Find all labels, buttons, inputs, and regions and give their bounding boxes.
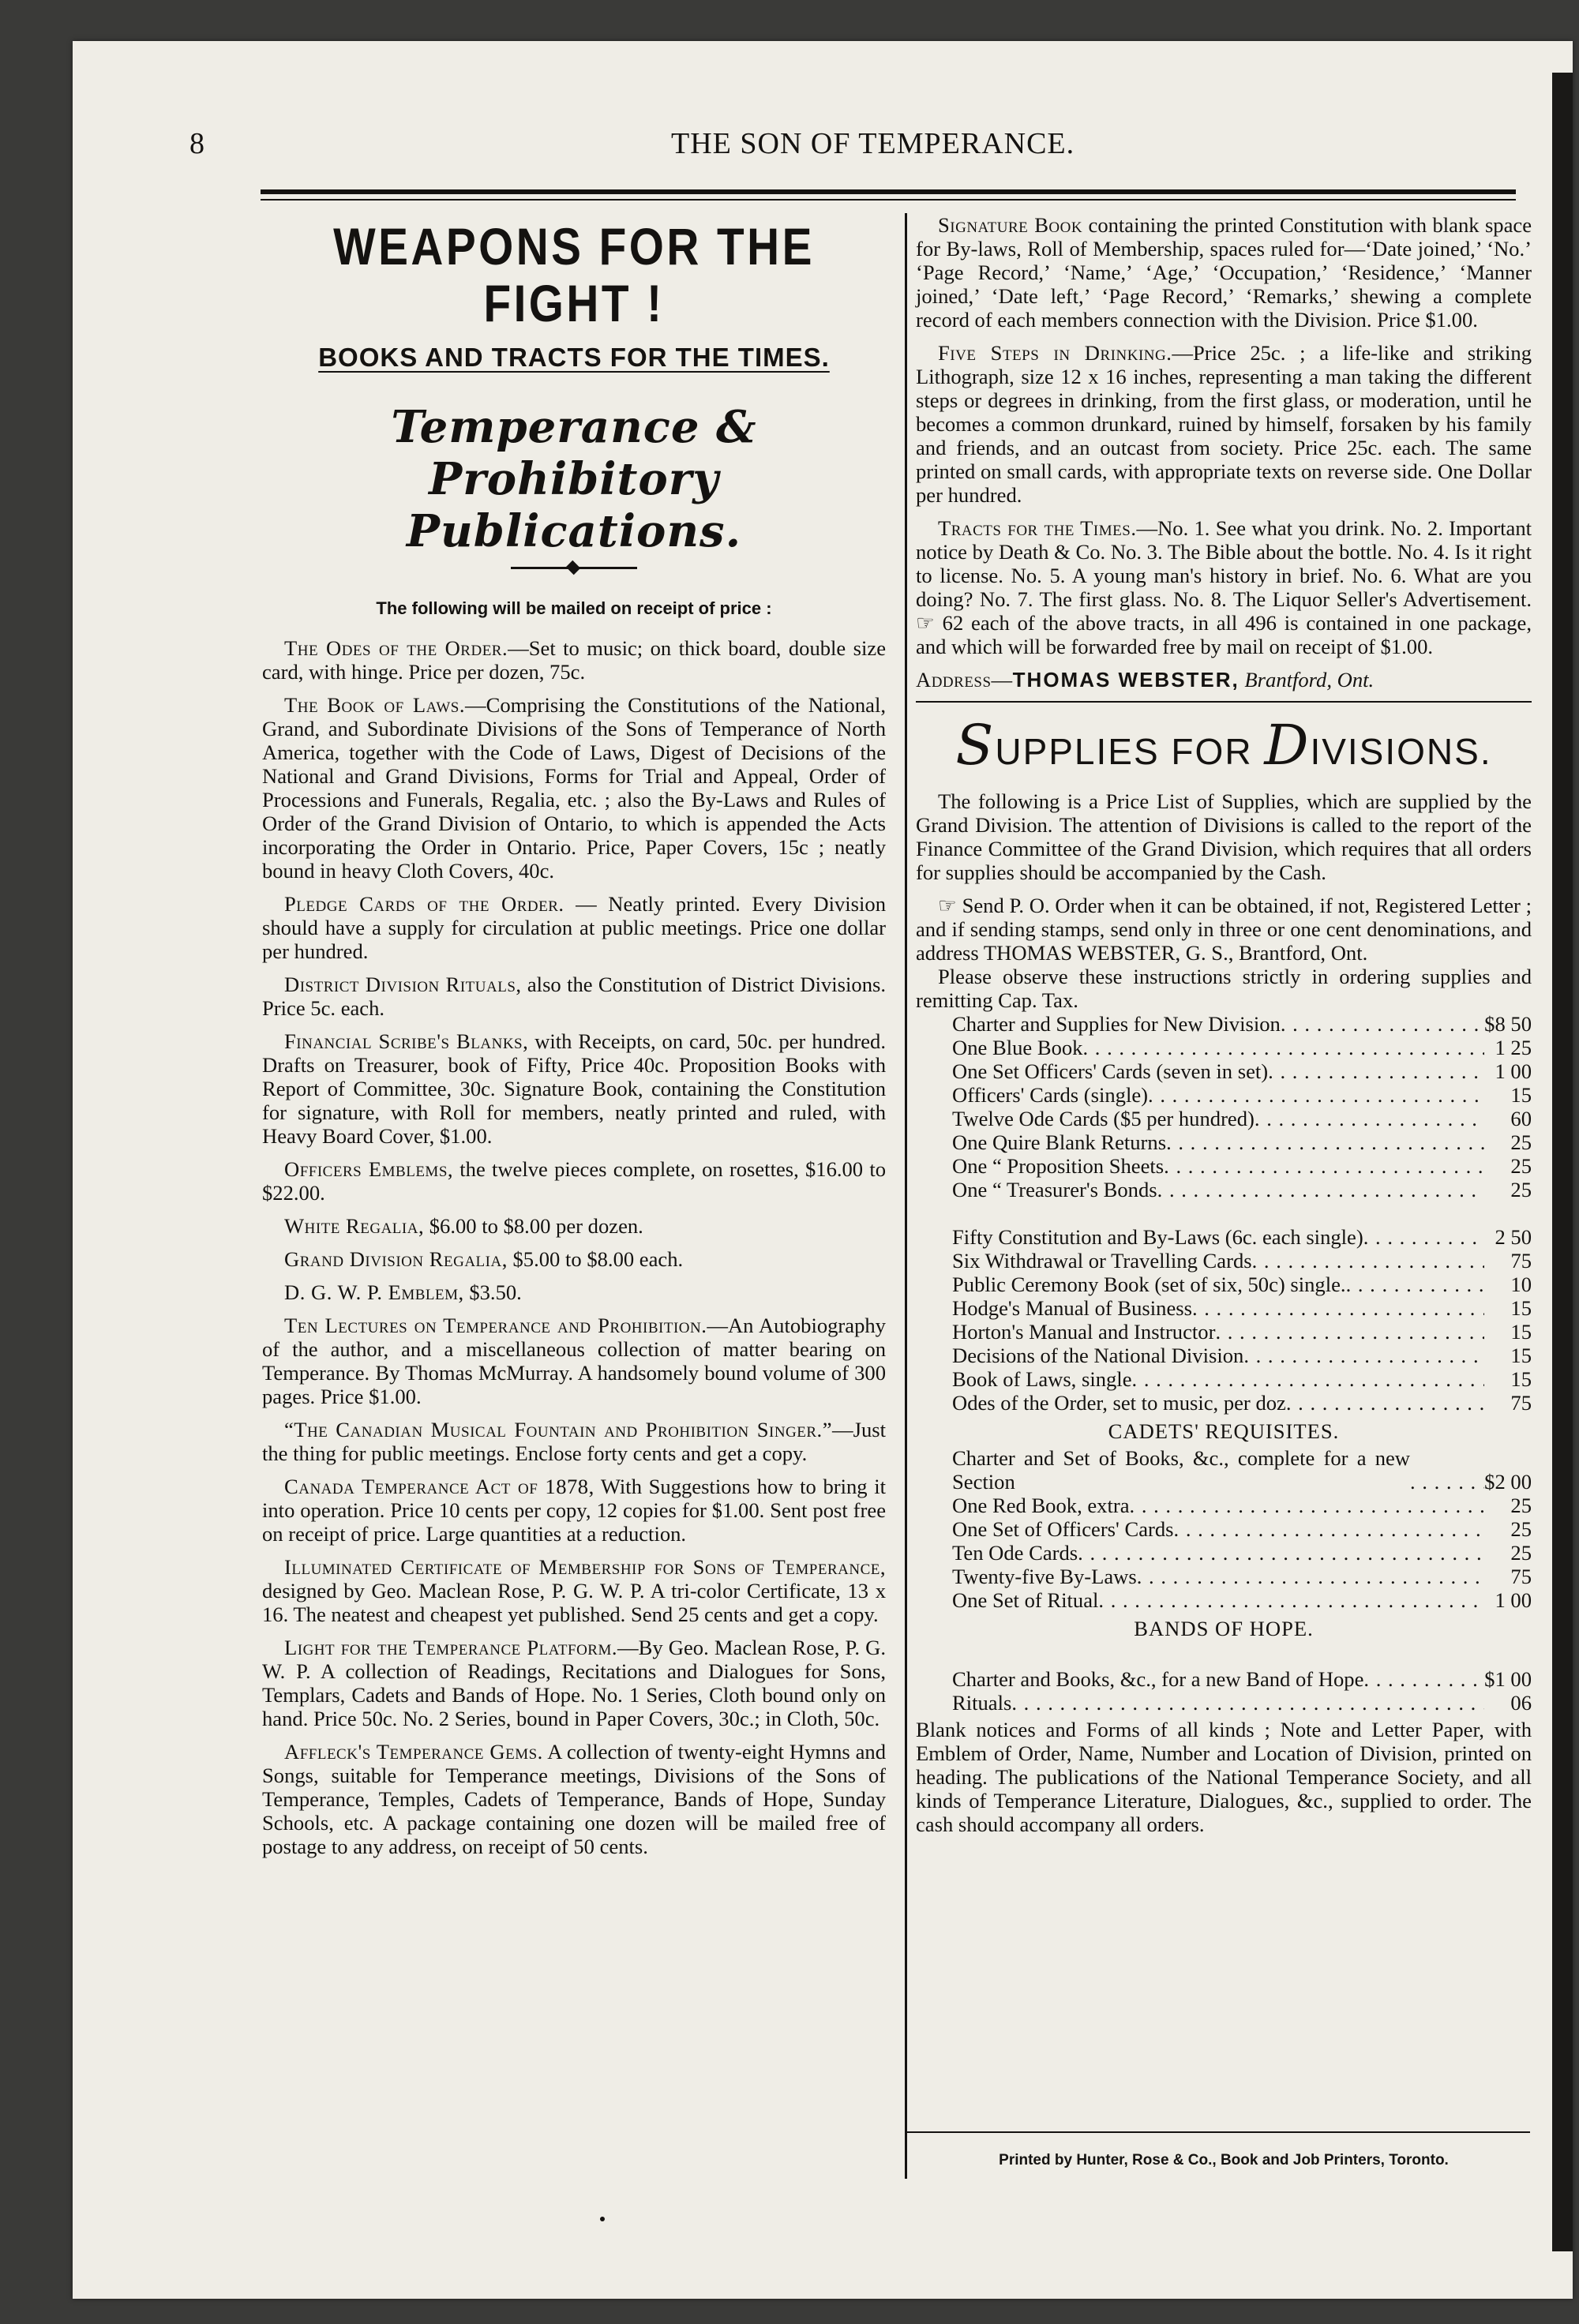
page-number: 8 (189, 127, 204, 160)
mail-notice: The following will be mailed on receipt of price : (376, 598, 772, 618)
price-row: Officers' Cards (single) . . . 15 (916, 1083, 1532, 1107)
price-row: Fifty Constitution and By-Laws (6c. each single) . . . 2 50 (916, 1201, 1532, 1249)
section-rule (916, 701, 1532, 703)
price-row: Public Ceremony Book (set of six, 50c) single. . . . 10 (916, 1273, 1532, 1296)
entry-light-platform: Light for the Temperance Platform.—By Geo. Maclean Rose, P. G. W. P. A collection of Readings, Recitations and Dialogues for Sons, Templars, Cadets and Bands of Hope. No. 1 Series, Cloth bound only on hand. Price 50c. No. 2 Series, bound in Paper Covers, 30c.; in Cloth, 50c. (262, 1636, 886, 1730)
entry-dgwp-emblem: D. G. W. P. Emblem, $3.50. (284, 1280, 522, 1304)
entry-tracts: Tracts for the Times.—No. 1. See what you drink. No. 2. Important notice by Death & Co. No. 3. The Bible about the bottle. No. 4. Is it right to license. No. 5. A young man's history in brief. No. 6. What are you doing? No. 7. The first glass. No. 8. The Liquor Seller's Advertisement. ☞ 62 each of the above tracts, in all 496 is contained in one package, and which will be forwarded free by mail on receipt of $1.00. (916, 516, 1532, 658)
subheadline: BOOKS AND TRACTS FOR THE TIMES. (318, 343, 830, 372)
ornament-divider (511, 565, 637, 570)
price-row: Six Withdrawal or Travelling Cards . . . 75 (916, 1249, 1532, 1273)
entry-odes: The Odes of the Order.—Set to music; on thick board, double size card, with hinge. Price per dozen, 75c. (262, 636, 887, 684)
supplies-intro: The following is a Price List of Supplies, which are supplied by the Grand Division. The attention of Divisions is called to the report of the Finance Committee of the Grand Division, which requires that all orders for supplies should be accompanied by the Cash. (916, 789, 1532, 884)
price-row: Hodge's Manual of Business . . . 15 (916, 1296, 1532, 1320)
entry-officers-emblems: Officers Emblems, the twelve pieces complete, on rosettes, $16.00 to $22.00. (262, 1157, 887, 1205)
right-column (916, 213, 1532, 1846)
entry-financial-blanks: Financial Scribe's Blanks, with Receipts, on card, 50c. per hundred. Drafts on Treasurer, book of Fifty, Price 40c. Proposition Books with Report of Committee, 30c. Signature Book, containing the Constitution for signature, with Roll for members, neatly printed and ruled, with Heavy Board Cover, $1.00. (262, 1029, 887, 1148)
entry-ten-lectures: Ten Lectures on Temperance and Prohibition.—An Autobiography of the author, and a miscellaneous collection of matter bearing on Temperance. By Thomas McMurray. A handsomely bound volume of 300 pages. Price $1.00. (262, 1314, 886, 1408)
price-row: Horton's Manual and Instructor . . . 15 (916, 1320, 1532, 1344)
price-row: Twelve Ode Cards ($5 per hundred) . . . 60 (916, 1107, 1532, 1130)
price-row: Charter and Set of Books, &c., complete for a new Section . . . $2 00 (916, 1446, 1532, 1494)
price-row: One Quire Blank Returns . . . 25 (916, 1130, 1532, 1154)
supplies-order-note: ☞ Send P. O. Order when it can be obtained, if not, Registered Letter ; and if sending stamps, send only in three or one cent denominations, and address THOMAS WEBSTER, G. S., Brantford, Ont. (916, 894, 1532, 965)
bands-price-list (916, 1644, 1532, 1715)
cadets-price-list (916, 1446, 1532, 1612)
bands-heading: BANDS OF HOPE. (1134, 1617, 1314, 1640)
price-row: One “ Treasurer's Bonds . . . 25 (916, 1178, 1532, 1201)
entry-pledge-cards: Pledge Cards of the Order. — Neatly printed. Every Division should have a supply for circulation at public meetings. Price one dollar per hundred. (262, 892, 887, 963)
price-row: Odes of the Order, set to music, per doz . . . 75 (916, 1391, 1532, 1415)
entry-white-regalia: White Regalia, $6.00 to $8.00 per dozen. (284, 1214, 643, 1238)
entry-canada-act: Canada Temperance Act of 1878, With Suggestions how to bring it into operation. Price 10 cents per copy, 12 copies for $1.00. Sent post free on receipt of price. Large quantities at a reduction. (262, 1475, 886, 1546)
price-row: Twenty-five By-Laws . . . 75 (916, 1565, 1532, 1588)
printer-block (916, 2136, 1532, 2172)
page-header (189, 126, 1532, 174)
entry-signature-book: Signature Book containing the printed Constitution with blank space for By-laws, Roll of Membership, spaces ruled for—‘Date joined,’ ‘No.’ ‘Page Record,’ ‘Name,’ ‘Age,’ ‘Occupation,’ ‘Residence,’ ‘Manner joined,’ ‘Date left,’ ‘Page Record,’ ‘Remarks,’ shewing a complete record of each members connection with the Division. Price $1.00. (916, 213, 1532, 332)
entry-grand-regalia: Grand Division Regalia, $5.00 to $8.00 each. (284, 1247, 684, 1271)
entry-musical-fountain: “The Canadian Musical Fountain and Prohibition Singer.”—Just the thing for public meetings. Enclose forty cents and get a copy. (262, 1418, 886, 1465)
headline: WEAPONS FOR THE FIGHT ! (333, 217, 815, 332)
cadets-heading: CADETS' REQUISITES. (1108, 1419, 1340, 1443)
banner-title: Temperance & Prohibitory Publications. (391, 401, 757, 557)
page-speck (600, 2217, 605, 2221)
closing-notice: Blank notices and Forms of all kinds ; Note and Letter Paper, with Emblem of Order, Name, Number and Location of Division, printed on heading. The publications of the National Temperance Society, and all kinds of Temperance Literature, Dialogues, &c., supplied to order. The cash should accompany all orders. (916, 1718, 1532, 1836)
price-row: Charter and Books, &c., for a new Band of Hope . . . $1 00 (916, 1644, 1532, 1691)
price-row: Charter and Supplies for New Division . . . $8 50 (916, 1012, 1532, 1036)
price-row: Decisions of the National Division . . . 15 (916, 1344, 1532, 1367)
page-edge-shadow (1552, 73, 1573, 2251)
entry-five-steps: Five Steps in Drinking.—Price 25c. ; a life-like and striking Lithograph, size 12 x 16 inches, representing a man taking the different steps or degrees in drinking, from the first glass, or moderation, until he becomes a common drunkard, ruined by himself, forsaken by his family and friends, and an outcast from society. Price 25c. each. The same printed on small cards, with appropriate texts on reverse side. One Dollar per hundred. (916, 341, 1532, 507)
printer-imprint: Printed by Hunter, Rose & Co., Book and Job Printers, Toronto. (999, 2152, 1449, 2168)
supplies-title: SUPPLIES FOR DIVISIONS. (955, 713, 1492, 778)
price-row: One “ Proposition Sheets . . . 25 (916, 1154, 1532, 1178)
price-list (916, 1012, 1532, 1415)
price-row: One Set of Officers' Cards . . . 25 (916, 1517, 1532, 1541)
price-row: One Blue Book . . . 1 25 (916, 1036, 1532, 1059)
column-divider (905, 213, 907, 2179)
entry-district-rituals: District Division Rituals, also the Constitution of District Divisions. Price 5c. each. (262, 973, 886, 1020)
printer-rule (906, 2131, 1530, 2133)
running-title: THE SON OF TEMPERANCE. (671, 127, 1075, 160)
left-column (262, 213, 886, 1868)
price-row: Rituals . . . 06 (916, 1691, 1532, 1715)
header-rule-thick (261, 189, 1516, 194)
entry-certificate: Illuminated Certificate of Membership for Sons of Temperance, designed by Geo. Maclean Rose, P. G. W. P. A tri-color Certificate, 13 x 16. The neatest and cheapest yet published. Send 25 cents and get a copy. (262, 1555, 886, 1626)
supplies-instructions: Please observe these instructions strictly in ordering supplies and remitting Cap. Tax. (916, 965, 1532, 1012)
price-row: One Set of Ritual . . . 1 00 (916, 1588, 1532, 1612)
price-row: Ten Ode Cards . . . 25 (916, 1541, 1532, 1565)
price-row: One Set Officers' Cards (seven in set) . . . 1 00 (916, 1059, 1532, 1083)
price-row: One Red Book, extra . . . 25 (916, 1494, 1532, 1517)
address-line: Address—THOMAS WEBSTER, Brantford, Ont. (916, 668, 1375, 692)
entry-book-of-laws: The Book of Laws.—Comprising the Constitutions of the National, Grand, and Subordinate Divisions of the Sons of Temperance of North America, together with the Code of Laws, Digest of Decisions of the National and Grand Divisions, Forms for Trial and Appeal, Order of Processions and Funerals, Regalia, etc. ; also the By-Laws and Rules of Order of the Grand Division of Ontario, to which is appended the Acts incorporating the Order in Ontario. Price, Paper Covers, 15c ; neatly bound in heavy Cloth Covers, 40c. (262, 693, 886, 883)
header-rule-thin (261, 199, 1516, 201)
entry-affleck-gems: Affleck's Temperance Gems. A collection of twenty-eight Hymns and Songs, suitable for Temperance meetings, Divisions of the Sons of Temperance, Temples, Cadets of Temperance, Bands of Hope, Sunday Schools, etc. A package containing one dozen will be mailed free of postage to any address, on receipt of 50 cents. (262, 1740, 886, 1858)
price-row: Book of Laws, single . . . 15 (916, 1367, 1532, 1391)
